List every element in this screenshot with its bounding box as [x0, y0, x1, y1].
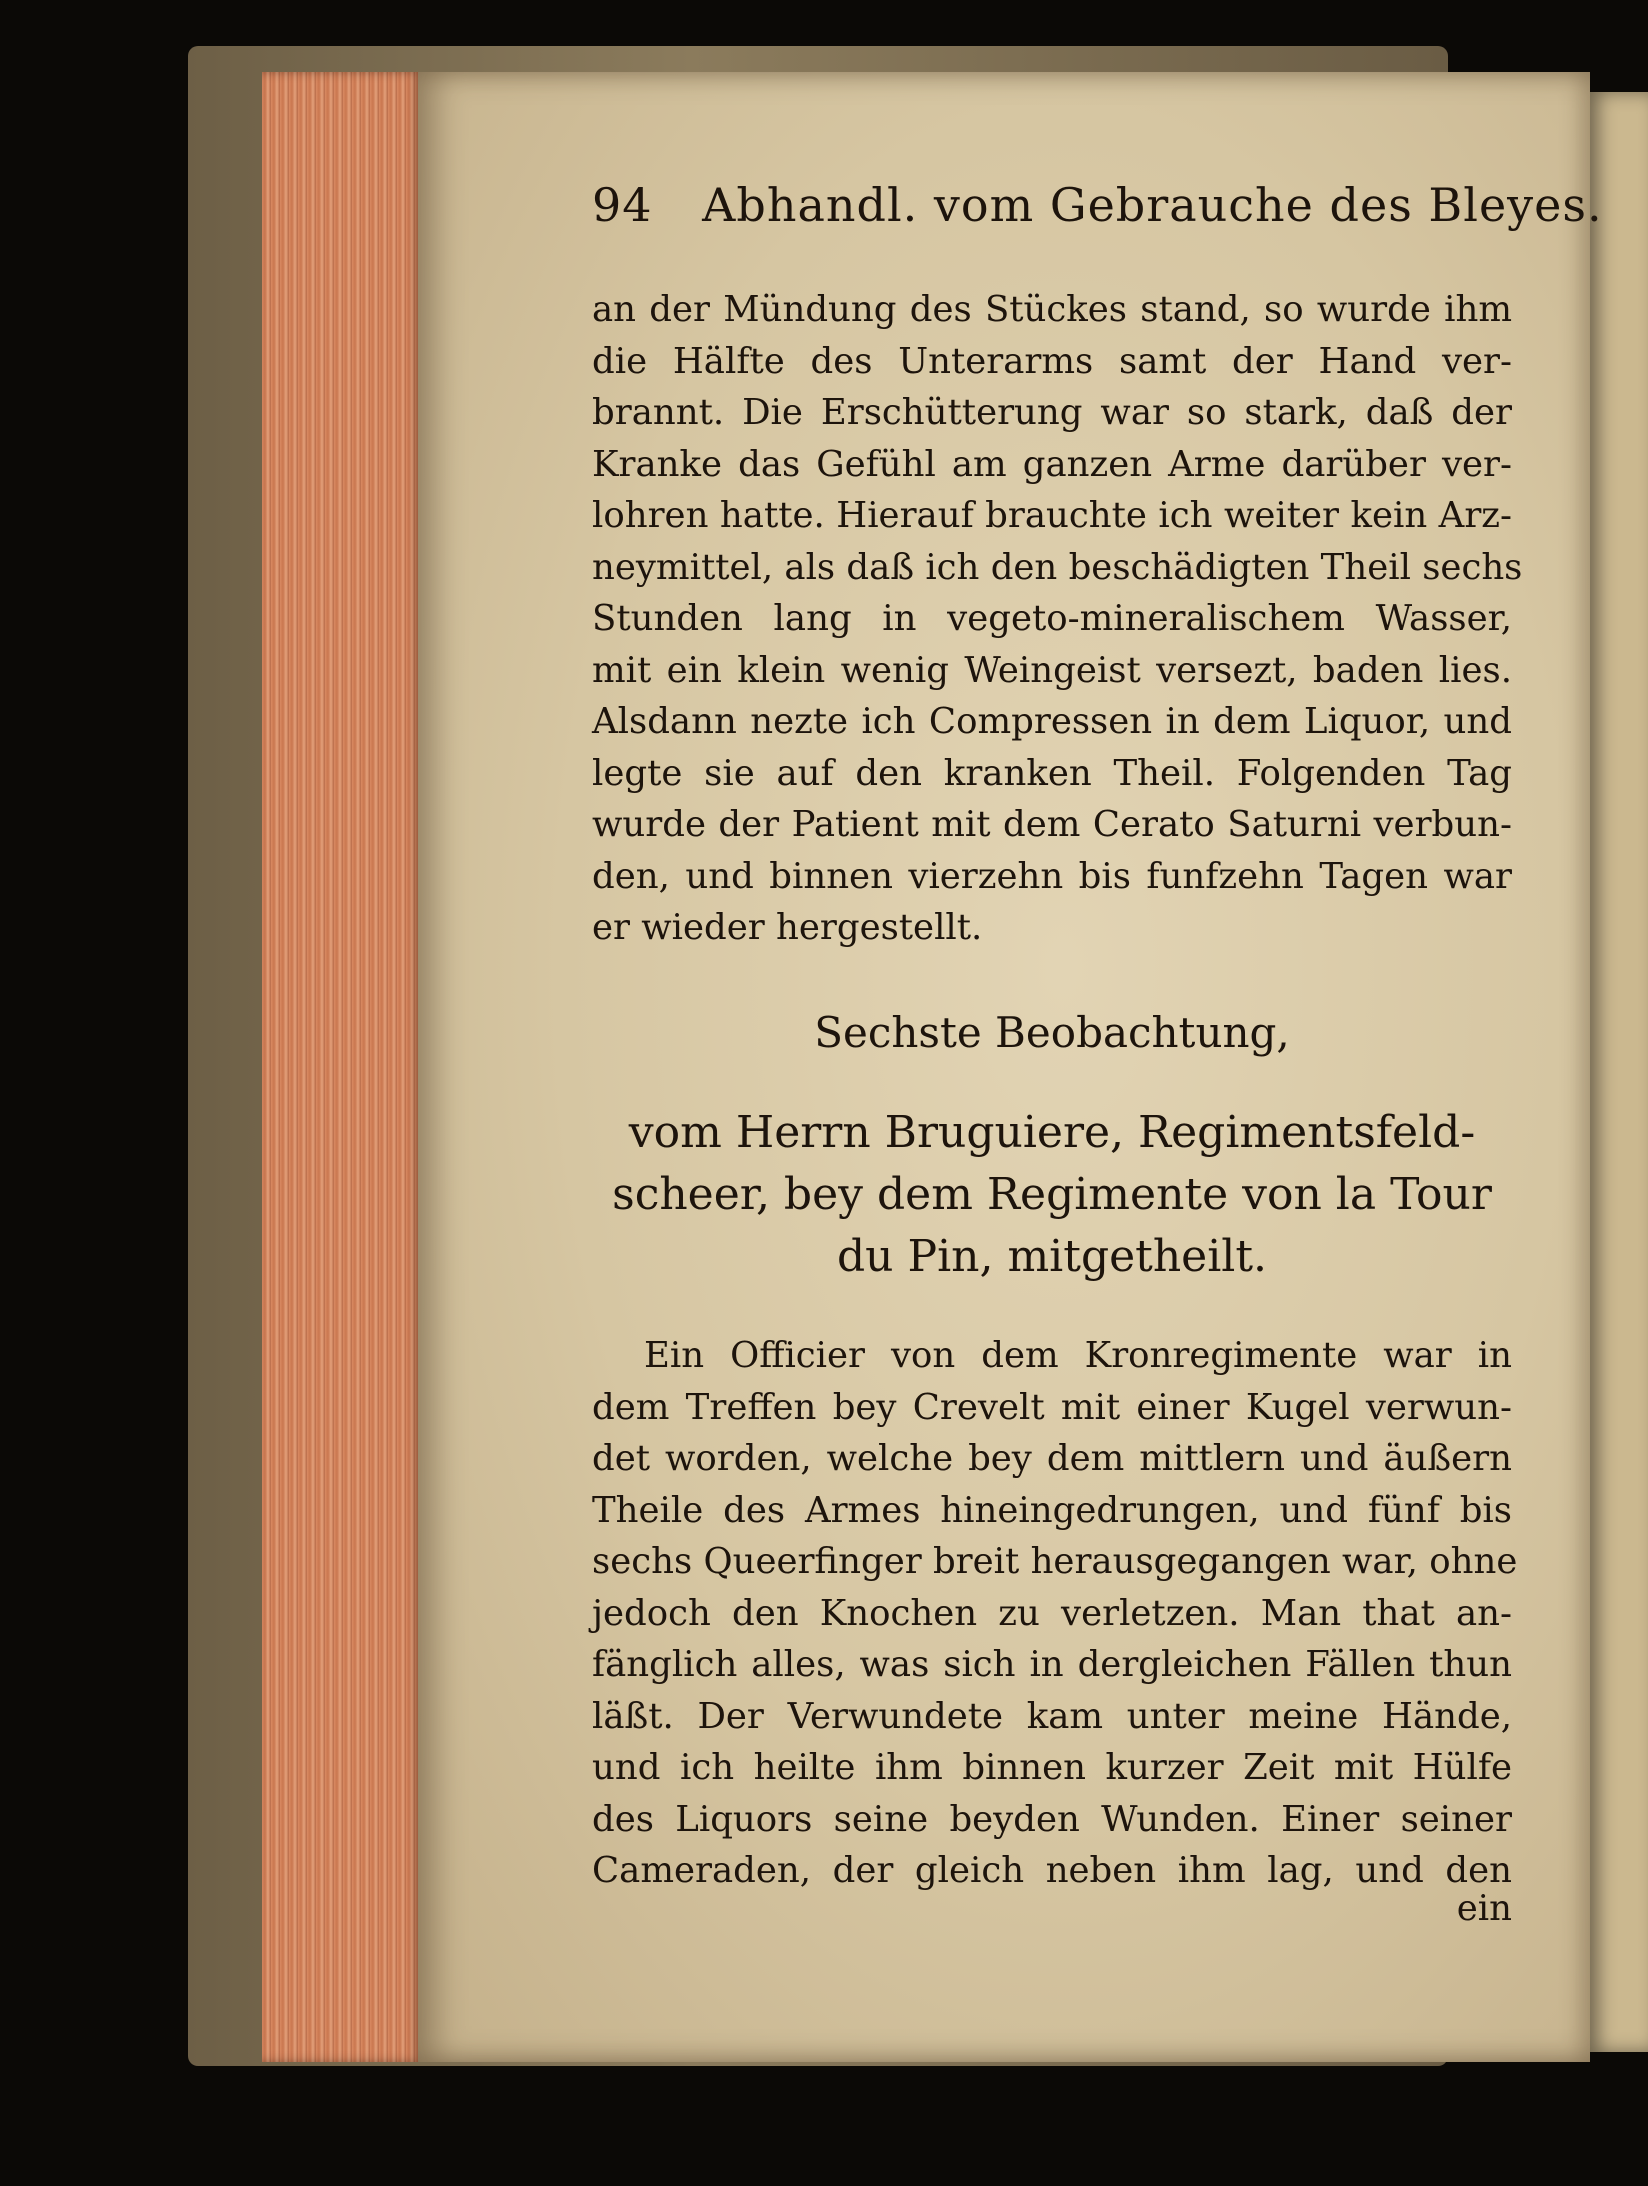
- text-line: den, und binnen vierzehn bis funfzehn Tagen war: [592, 855, 1512, 897]
- text-line: und ich heilte ihm binnen kurzer Zeit mit Hülfe: [592, 1747, 1512, 1788]
- text-line: fänglich alles, was sich in dergleichen Fällen thun: [592, 1644, 1512, 1685]
- subheading-line: scheer, bey dem Regimente von la Tour: [612, 1169, 1492, 1220]
- text-line: Ein Officier von dem Kronregimente war in: [644, 1335, 1512, 1376]
- section-heading: Sechste Beobachtung,: [814, 1008, 1290, 1057]
- text-line: läßt. Der Verwundete kam unter meine Hände,: [592, 1695, 1512, 1737]
- text-line: mit ein klein wenig Weingeist versezt, baden lies.: [592, 649, 1512, 691]
- page-edges: [262, 72, 422, 2062]
- subheading-line: vom Herrn Bruguiere, Regimentsfeld-: [628, 1107, 1476, 1158]
- text-line: jedoch den Knochen zu verletzen. Man that an-: [592, 1592, 1512, 1634]
- paragraph-1: [592, 284, 1523, 954]
- subheading-line: du Pin, mitgetheilt.: [836, 1231, 1268, 1282]
- text-line: des Liquors seine beyden Wunden. Einer seiner: [592, 1798, 1512, 1840]
- running-head: [592, 178, 1603, 232]
- text-line: an der Mündung des Stückes stand, so wurde ihm: [592, 289, 1512, 330]
- section-subheading: [592, 1102, 1512, 1288]
- text-line: legte sie auf den kranken Theil. Folgenden Tag: [592, 752, 1512, 794]
- text-line: det worden, welche bey dem mittlern und äußern: [592, 1438, 1512, 1479]
- text-line: Kranke das Gefühl am ganzen Arme darüber ver-: [592, 443, 1512, 485]
- text-line: dem Treffen bey Crevelt mit einer Kugel verwun-: [592, 1386, 1512, 1428]
- facing-page-edge: [1588, 92, 1648, 2052]
- text-line: sechs Queerfinger breit herausgegangen war, ohne: [592, 1541, 1518, 1582]
- text-line: er wieder hergestellt.: [592, 907, 983, 948]
- text-line: wurde der Patient mit dem Cerato Saturni verbun-: [592, 804, 1512, 845]
- text-line: brannt. Die Erschütterung war so stark, daß der: [592, 392, 1512, 433]
- text-line: Theile des Armes hineingedrungen, und fünf bis: [592, 1489, 1512, 1531]
- text-line: Stunden lang in vegeto-mineralischem Wasser,: [592, 598, 1512, 639]
- running-head-title: Abhandl. vom Gebrauche des Bleyes.: [702, 178, 1603, 232]
- page-number: 94: [592, 178, 653, 232]
- text-line: die Hälfte des Unterarms samt der Hand ver-: [592, 340, 1512, 382]
- text-line: neymittel, als daß ich den beschädigten Theil sechs: [592, 546, 1523, 588]
- text-line: Cameraden, der gleich neben ihm lag, und den: [592, 1850, 1512, 1891]
- text-line: lohren hatte. Hierauf brauchte ich weiter kein Arz-: [592, 495, 1512, 536]
- catchword: ein: [1456, 1888, 1512, 1929]
- text-line: Alsdann nezte ich Compressen in dem Liquor, und: [592, 701, 1512, 742]
- paragraph-2: [592, 1330, 1518, 1897]
